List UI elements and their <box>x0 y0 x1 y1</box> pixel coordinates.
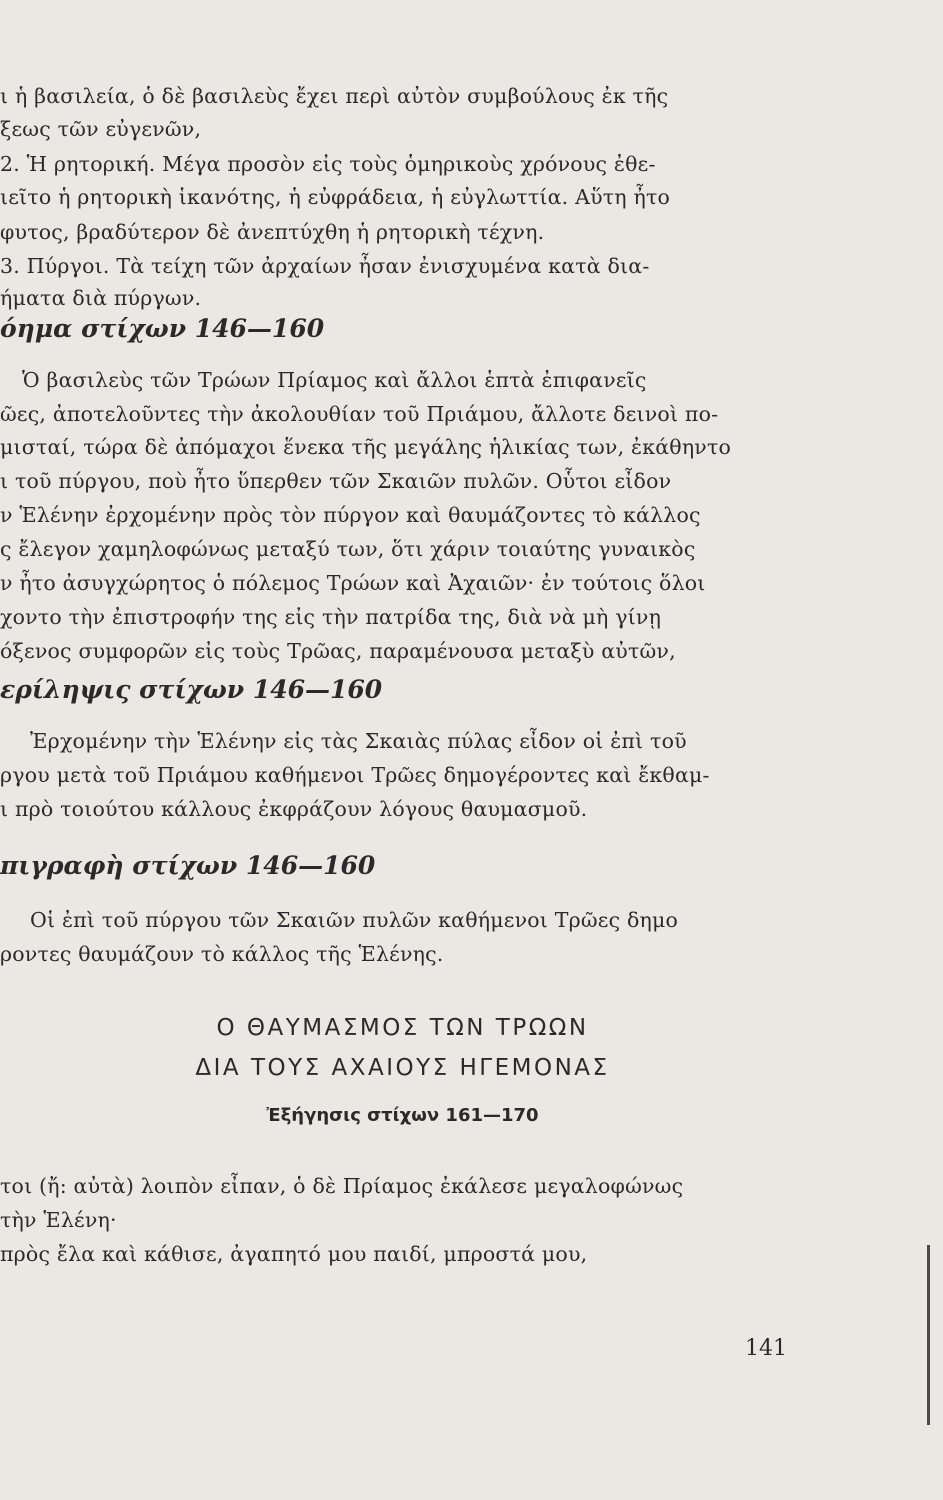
text-line: ήματα διὰ πύργων. <box>0 286 202 310</box>
text-line: Ὁ βασιλεὺς τῶν Τρώων Πρίαμος καὶ ἄλλοι ἑπτὰ ἐπιφανεῖς <box>22 368 647 392</box>
text-line: ν Ἑλένην ἐρχομένην πρὸς τὸν πύργον καὶ θαυμάζοντες τὸ κάλλος <box>0 503 701 527</box>
text-line: Οἱ ἐπὶ τοῦ πύργου τῶν Σκαιῶν πυλῶν καθήμενοι Τρῶες δημο <box>30 908 679 932</box>
text-line: ῶες, ἀποτελοῦντες τὴν ἀκολουθίαν τοῦ Πριάμου, ἄλλοτε δεινοὶ πο- <box>0 402 719 426</box>
text-line: Ἐρχομένην τὴν Ἑλένην εἰς τὰς Σκαιὰς πύλας εἶδον οἱ ἐπὶ τοῦ <box>30 729 687 753</box>
text-line: μισταί, τώρα δὲ ἀπόμαχοι ἕνεκα τῆς μεγάλης ἡλικίας των, ἐκάθηντο <box>0 435 732 459</box>
text-line: ιεῖτο ἡ ρητορικὴ ἱκανότης, ἡ εὐφράδεια, ἡ εὐγλωττία. Αὕτη ἦτο <box>0 185 671 209</box>
section-heading: ερίληψις στίχων 146—160 <box>0 675 383 704</box>
text-line: ργου μετὰ τοῦ Πριάμου καθήμενοι Τρῶες δημογέροντες καὶ ἔκθαμ- <box>0 763 710 787</box>
text-line: ξεως τῶν εὐγενῶν, <box>0 117 202 141</box>
margin-rule <box>927 1245 930 1425</box>
text-line: ι τοῦ πύργου, ποὺ ἦτο ὕπερθεν τῶν Σκαιῶν πυλῶν. Οὗτοι εἶδον <box>0 469 672 493</box>
chapter-title-line-2: ΔΙΑ ΤΟΥΣ ΑΧΑΙΟΥΣ ΗΓΕΜΟΝΑΣ <box>195 1055 610 1081</box>
chapter-subtitle: Ἐξήγησις στίχων 161—170 <box>266 1105 539 1126</box>
text-line: ι ἡ βασιλεία, ὁ δὲ βασιλεὺς ἔχει περὶ αὐτὸν συμβούλους ἐκ τῆς <box>0 84 669 108</box>
text-line: ς ἔλεγον χαμηλοφώνως μεταξύ των, ὅτι χάριν τοιαύτης γυναικὸς <box>0 537 696 561</box>
section-heading: πιγραφὴ στίχων 146—160 <box>0 851 376 880</box>
text-line: ν ἦτο ἀσυγχώρητος ὁ πόλεμος Τρώων καὶ Ἀχαιῶν· ἐν τούτοις ὅλοι <box>0 571 706 595</box>
text-line: 3. Πύργοι. Τὰ τείχη τῶν ἀρχαίων ἦσαν ἐνισχυμένα κατὰ δια- <box>0 254 650 278</box>
section-heading: όημα στίχων 146—160 <box>0 314 325 343</box>
chapter-title-line-1: Ο ΘΑΥΜΑΣΜΟΣ ΤΩΝ ΤΡΩΩΝ <box>216 1015 589 1041</box>
text-line: τοι (ἤ: αὐτὰ) λοιπὸν εἶπαν, ὁ δὲ Πρίαμος ἐκάλεσε μεγαλοφώνως <box>0 1174 684 1198</box>
text-line: όξενος συμφορῶν εἰς τοὺς Τρῶας, παραμένουσα μεταξὺ αὐτῶν, <box>0 639 676 663</box>
text-line: ροντες θαυμάζουν τὸ κάλλος τῆς Ἑλένης. <box>0 942 444 966</box>
text-line: τὴν Ἑλένη· <box>0 1208 117 1232</box>
text-line: φυτος, βραδύτερον δὲ ἀνεπτύχθη ἡ ρητορικὴ τέχνη. <box>0 220 545 244</box>
text-line: ι πρὸ τοιούτου κάλλους ἐκφράζουν λόγους θαυμασμοῦ. <box>0 797 588 821</box>
page-number: 141 <box>745 1336 787 1361</box>
text-line: χοντο τὴν ἐπιστροφήν της εἰς τὴν πατρίδα της, διὰ νὰ μὴ γίνῃ <box>0 605 662 629</box>
text-line: 2. Ἡ ρητορική. Μέγα προσὸν εἰς τοὺς ὁμηρικοὺς χρόνους ἐθε- <box>0 152 656 176</box>
text-line: πρὸς ἔλα καὶ κάθισε, ἀγαπητό μου παιδί, μπροστά μου, <box>0 1242 588 1266</box>
